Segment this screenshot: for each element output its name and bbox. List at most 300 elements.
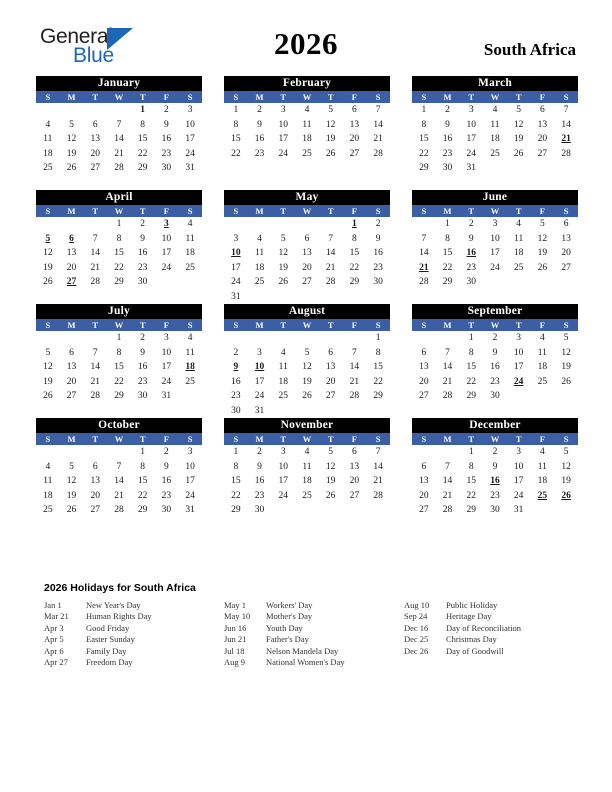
day-cell[interactable]: 4 [280, 347, 286, 358]
day-cell[interactable]: 3 [280, 447, 286, 457]
day-cell[interactable]: 2 [233, 347, 239, 358]
day-cell[interactable]: 11 [254, 248, 265, 258]
day-cell[interactable]: 18 [302, 134, 312, 144]
day-cell[interactable]: 1 [233, 447, 239, 457]
day-cell[interactable]: 20 [90, 490, 100, 501]
day-cell[interactable]: 18 [537, 476, 548, 486]
day-cell[interactable]: 28 [442, 391, 453, 401]
day-cell[interactable]: 3 [516, 447, 522, 457]
day-cell[interactable]: 13 [537, 119, 548, 130]
day-cell[interactable]: 15 [231, 134, 241, 144]
day-cell[interactable]: 2 [163, 105, 169, 115]
day-cell[interactable]: 25 [513, 262, 524, 273]
day-cell[interactable]: 31 [231, 291, 241, 302]
day-cell[interactable]: 8 [351, 233, 357, 244]
day-cell[interactable]: 15 [419, 134, 429, 144]
day-cell[interactable]: 30 [490, 505, 500, 515]
day-cell[interactable]: 10 [161, 233, 172, 244]
day-cell[interactable]: 10 [466, 119, 476, 130]
day-cell[interactable]: 8 [233, 461, 239, 472]
day-cell[interactable]: 6 [539, 105, 545, 115]
day-cell[interactable]: 20 [66, 376, 77, 387]
day-cell[interactable]: 9 [140, 233, 146, 244]
day-cell[interactable]: 21 [373, 134, 383, 144]
day-cell[interactable]: 4 [539, 333, 545, 343]
day-cell[interactable]: 18 [513, 248, 524, 258]
day-cell[interactable]: 28 [419, 277, 429, 287]
day-cell[interactable]: 12 [325, 461, 336, 472]
day-cell[interactable]: 29 [442, 277, 453, 287]
day-cell[interactable]: 26 [66, 163, 77, 173]
day-cell[interactable]: 26 [302, 391, 312, 401]
day-cell-holiday[interactable]: 26 [561, 490, 571, 501]
day-cell[interactable]: 18 [537, 362, 548, 372]
day-cell[interactable]: 20 [325, 376, 336, 387]
day-cell[interactable]: 30 [137, 391, 148, 401]
day-cell[interactable]: 16 [137, 248, 148, 258]
day-cell[interactable]: 22 [114, 262, 124, 273]
day-cell[interactable]: 12 [43, 248, 53, 258]
day-cell[interactable]: 24 [231, 277, 241, 287]
day-cell[interactable]: 15 [114, 248, 124, 258]
day-cell[interactable]: 1 [445, 219, 450, 229]
day-cell[interactable]: 16 [137, 362, 148, 372]
day-cell[interactable]: 21 [349, 376, 360, 387]
day-cell[interactable]: 8 [375, 347, 381, 358]
day-cell[interactable]: 1 [116, 219, 122, 229]
day-cell[interactable]: 3 [187, 447, 193, 457]
day-cell[interactable]: 22 [349, 262, 360, 273]
day-cell[interactable]: 18 [278, 376, 288, 387]
day-cell-holiday[interactable]: 6 [69, 233, 74, 244]
day-cell[interactable]: 16 [254, 476, 265, 486]
day-cell[interactable]: 7 [563, 105, 569, 115]
day-cell[interactable]: 6 [304, 233, 310, 244]
day-cell[interactable]: 27 [349, 490, 360, 501]
day-cell[interactable]: 12 [43, 362, 53, 372]
day-cell[interactable]: 17 [278, 476, 288, 486]
day-cell[interactable]: 25 [490, 148, 500, 159]
day-cell[interactable]: 24 [490, 262, 500, 273]
day-cell[interactable]: 7 [375, 105, 381, 115]
day-cell[interactable]: 25 [185, 262, 195, 273]
day-cell[interactable]: 23 [490, 490, 500, 501]
day-cell[interactable]: 11 [185, 233, 195, 244]
day-cell[interactable]: 30 [254, 505, 265, 515]
day-cell[interactable]: 29 [419, 163, 429, 173]
day-cell[interactable]: 14 [325, 248, 336, 258]
day-cell[interactable]: 1 [468, 447, 474, 457]
day-cell[interactable]: 20 [66, 262, 77, 273]
day-cell[interactable]: 8 [468, 461, 474, 472]
day-cell[interactable]: 12 [537, 233, 548, 244]
day-cell-holiday[interactable]: 1 [140, 105, 146, 115]
day-cell[interactable]: 7 [351, 347, 357, 358]
day-cell[interactable]: 7 [328, 233, 334, 244]
day-cell[interactable]: 29 [114, 277, 124, 287]
day-cell[interactable]: 28 [114, 505, 124, 515]
day-cell[interactable]: 8 [140, 461, 146, 472]
day-cell[interactable]: 24 [466, 148, 476, 159]
day-cell[interactable]: 19 [278, 262, 288, 273]
day-cell[interactable]: 24 [254, 391, 265, 401]
day-cell[interactable]: 13 [349, 461, 360, 472]
day-cell[interactable]: 12 [302, 362, 312, 372]
day-cell[interactable]: 3 [280, 105, 286, 115]
day-cell[interactable]: 6 [421, 347, 427, 358]
day-cell[interactable]: 2 [140, 219, 146, 229]
day-cell[interactable]: 7 [116, 461, 122, 472]
day-cell[interactable]: 26 [325, 148, 336, 159]
day-cell[interactable]: 18 [254, 262, 265, 273]
day-cell[interactable]: 26 [43, 277, 53, 287]
day-cell[interactable]: 27 [302, 277, 312, 287]
day-cell[interactable]: 9 [140, 347, 146, 358]
day-cell[interactable]: 9 [468, 233, 474, 244]
day-cell[interactable]: 19 [561, 476, 571, 486]
day-cell[interactable]: 5 [69, 461, 74, 472]
day-cell[interactable]: 24 [513, 490, 524, 501]
day-cell[interactable]: 31 [185, 505, 195, 515]
day-cell[interactable]: 23 [254, 148, 265, 159]
day-cell[interactable]: 22 [231, 148, 241, 159]
day-cell[interactable]: 11 [302, 461, 312, 472]
day-cell[interactable]: 6 [563, 219, 569, 229]
day-cell[interactable]: 4 [45, 461, 51, 472]
day-cell[interactable]: 4 [304, 447, 310, 457]
day-cell[interactable]: 3 [492, 219, 498, 229]
day-cell[interactable]: 5 [539, 219, 545, 229]
day-cell[interactable]: 4 [187, 333, 193, 343]
day-cell[interactable]: 27 [325, 391, 336, 401]
day-cell[interactable]: 22 [137, 490, 148, 501]
day-cell[interactable]: 3 [233, 233, 239, 244]
day-cell[interactable]: 31 [161, 391, 172, 401]
day-cell[interactable]: 12 [561, 461, 571, 472]
day-cell[interactable]: 29 [114, 391, 124, 401]
day-cell[interactable]: 16 [161, 476, 172, 486]
day-cell[interactable]: 13 [419, 362, 429, 372]
day-cell[interactable]: 29 [466, 391, 476, 401]
day-cell[interactable]: 27 [349, 148, 360, 159]
day-cell[interactable]: 12 [66, 134, 77, 144]
day-cell[interactable]: 12 [325, 119, 336, 130]
day-cell[interactable]: 23 [137, 376, 148, 387]
day-cell[interactable]: 19 [325, 134, 336, 144]
day-cell[interactable]: 28 [325, 277, 336, 287]
day-cell[interactable]: 27 [419, 391, 429, 401]
day-cell[interactable]: 2 [375, 219, 381, 229]
day-cell[interactable]: 10 [278, 461, 288, 472]
day-cell[interactable]: 22 [466, 376, 476, 387]
day-cell[interactable]: 9 [492, 347, 498, 358]
day-cell[interactable]: 2 [468, 219, 474, 229]
day-cell[interactable]: 28 [442, 505, 453, 515]
day-cell[interactable]: 23 [231, 391, 241, 401]
day-cell[interactable]: 3 [468, 105, 474, 115]
day-cell[interactable]: 17 [513, 476, 524, 486]
day-cell[interactable]: 5 [563, 447, 569, 457]
day-cell[interactable]: 20 [419, 490, 429, 501]
day-cell[interactable]: 7 [92, 233, 98, 244]
day-cell[interactable]: 8 [140, 119, 146, 130]
day-cell[interactable]: 1 [140, 447, 146, 457]
day-cell-holiday[interactable]: 3 [163, 219, 169, 229]
day-cell[interactable]: 13 [90, 476, 100, 486]
day-cell[interactable]: 8 [468, 347, 474, 358]
day-cell[interactable]: 4 [45, 119, 51, 130]
day-cell[interactable]: 6 [421, 461, 427, 472]
day-cell[interactable]: 22 [137, 148, 148, 159]
day-cell-holiday[interactable]: 21 [419, 262, 429, 273]
day-cell[interactable]: 9 [492, 461, 498, 472]
day-cell[interactable]: 9 [257, 461, 262, 472]
day-cell[interactable]: 12 [66, 476, 77, 486]
day-cell[interactable]: 29 [373, 391, 383, 401]
day-cell[interactable]: 16 [254, 134, 265, 144]
day-cell[interactable]: 30 [490, 391, 500, 401]
day-cell[interactable]: 21 [90, 376, 100, 387]
day-cell[interactable]: 25 [537, 376, 548, 387]
day-cell[interactable]: 8 [445, 233, 450, 244]
day-cell[interactable]: 22 [442, 262, 453, 273]
day-cell[interactable]: 26 [561, 376, 571, 387]
day-cell[interactable]: 28 [114, 163, 124, 173]
day-cell[interactable]: 21 [373, 476, 383, 486]
day-cell[interactable]: 4 [187, 219, 193, 229]
day-cell[interactable]: 29 [137, 163, 148, 173]
day-cell[interactable]: 13 [66, 248, 77, 258]
day-cell[interactable]: 9 [257, 119, 262, 130]
day-cell[interactable]: 6 [351, 105, 357, 115]
day-cell[interactable]: 8 [421, 119, 427, 130]
day-cell[interactable]: 12 [561, 347, 571, 358]
day-cell[interactable]: 27 [90, 163, 100, 173]
day-cell[interactable]: 28 [90, 277, 100, 287]
day-cell[interactable]: 19 [513, 134, 524, 144]
day-cell[interactable]: 23 [161, 148, 172, 159]
day-cell[interactable]: 30 [137, 277, 148, 287]
day-cell[interactable]: 31 [254, 405, 265, 416]
day-cell[interactable]: 3 [257, 347, 262, 358]
day-cell[interactable]: 19 [537, 248, 548, 258]
day-cell[interactable]: 19 [66, 490, 77, 501]
day-cell[interactable]: 24 [278, 148, 288, 159]
day-cell[interactable]: 11 [302, 119, 312, 130]
day-cell[interactable]: 29 [349, 277, 360, 287]
day-cell[interactable]: 2 [445, 105, 450, 115]
day-cell-holiday[interactable]: 27 [66, 277, 77, 287]
day-cell[interactable]: 6 [92, 461, 98, 472]
day-cell-holiday[interactable]: 16 [466, 248, 476, 258]
day-cell[interactable]: 17 [466, 134, 476, 144]
day-cell-holiday[interactable]: 1 [351, 219, 357, 229]
day-cell[interactable]: 15 [114, 362, 124, 372]
day-cell[interactable]: 7 [375, 447, 381, 457]
day-cell[interactable]: 25 [254, 277, 265, 287]
day-cell[interactable]: 4 [257, 233, 262, 244]
day-cell[interactable]: 19 [302, 376, 312, 387]
day-cell-holiday[interactable]: 21 [561, 134, 571, 144]
day-cell[interactable]: 6 [351, 447, 357, 457]
day-cell[interactable]: 26 [43, 391, 53, 401]
day-cell[interactable]: 1 [468, 333, 474, 343]
day-cell[interactable]: 11 [43, 476, 53, 486]
day-cell[interactable]: 9 [375, 233, 381, 244]
day-cell[interactable]: 14 [90, 362, 100, 372]
day-cell[interactable]: 21 [114, 148, 124, 159]
day-cell[interactable]: 3 [163, 333, 169, 343]
day-cell[interactable]: 6 [92, 119, 98, 130]
day-cell[interactable]: 7 [92, 347, 98, 358]
day-cell[interactable]: 25 [43, 163, 53, 173]
day-cell[interactable]: 16 [442, 134, 453, 144]
day-cell[interactable]: 9 [163, 119, 169, 130]
day-cell[interactable]: 22 [231, 490, 241, 501]
day-cell[interactable]: 17 [490, 248, 500, 258]
day-cell[interactable]: 17 [161, 362, 172, 372]
day-cell[interactable]: 30 [373, 277, 383, 287]
day-cell[interactable]: 15 [373, 362, 383, 372]
day-cell[interactable]: 2 [257, 105, 262, 115]
day-cell[interactable]: 28 [349, 391, 360, 401]
day-cell-holiday[interactable]: 24 [513, 376, 524, 387]
day-cell[interactable]: 5 [69, 119, 74, 130]
day-cell[interactable]: 5 [563, 333, 569, 343]
day-cell[interactable]: 26 [537, 262, 548, 273]
day-cell[interactable]: 28 [373, 490, 383, 501]
day-cell[interactable]: 12 [513, 119, 524, 130]
day-cell-holiday[interactable]: 10 [231, 248, 241, 258]
day-cell[interactable]: 23 [373, 262, 383, 273]
day-cell[interactable]: 26 [513, 148, 524, 159]
day-cell[interactable]: 27 [66, 391, 77, 401]
day-cell[interactable]: 25 [302, 490, 312, 501]
day-cell[interactable]: 21 [114, 490, 124, 501]
day-cell[interactable]: 2 [257, 447, 262, 457]
day-cell[interactable]: 7 [445, 461, 450, 472]
day-cell[interactable]: 27 [561, 262, 571, 273]
day-cell[interactable]: 10 [185, 119, 195, 130]
day-cell[interactable]: 6 [328, 347, 334, 358]
day-cell[interactable]: 10 [161, 347, 172, 358]
day-cell[interactable]: 13 [66, 362, 77, 372]
day-cell[interactable]: 29 [231, 505, 241, 515]
day-cell[interactable]: 2 [163, 447, 169, 457]
day-cell[interactable]: 18 [43, 490, 53, 501]
day-cell[interactable]: 23 [161, 490, 172, 501]
day-cell[interactable]: 20 [419, 376, 429, 387]
day-cell[interactable]: 18 [185, 248, 195, 258]
day-cell-holiday[interactable]: 5 [45, 233, 51, 244]
day-cell[interactable]: 16 [490, 362, 500, 372]
day-cell[interactable]: 14 [90, 248, 100, 258]
day-cell[interactable]: 16 [373, 248, 383, 258]
day-cell[interactable]: 25 [302, 148, 312, 159]
day-cell[interactable]: 7 [445, 347, 450, 358]
day-cell[interactable]: 3 [187, 105, 193, 115]
day-cell-holiday[interactable]: 9 [233, 362, 239, 372]
day-cell[interactable]: 4 [516, 219, 522, 229]
day-cell[interactable]: 10 [513, 461, 524, 472]
day-cell[interactable]: 24 [161, 376, 172, 387]
day-cell[interactable]: 16 [161, 134, 172, 144]
day-cell[interactable]: 24 [161, 262, 172, 273]
day-cell[interactable]: 28 [373, 148, 383, 159]
day-cell[interactable]: 23 [490, 376, 500, 387]
day-cell[interactable]: 5 [304, 347, 310, 358]
day-cell[interactable]: 25 [278, 391, 288, 401]
day-cell[interactable]: 18 [43, 148, 53, 159]
day-cell[interactable]: 14 [561, 119, 571, 130]
day-cell[interactable]: 19 [43, 262, 53, 273]
day-cell[interactable]: 25 [185, 376, 195, 387]
day-cell[interactable]: 13 [419, 476, 429, 486]
day-cell[interactable]: 10 [185, 461, 195, 472]
day-cell[interactable]: 15 [137, 476, 148, 486]
day-cell[interactable]: 20 [349, 476, 360, 486]
day-cell[interactable]: 24 [185, 490, 195, 501]
day-cell[interactable]: 27 [419, 505, 429, 515]
day-cell[interactable]: 20 [537, 134, 548, 144]
day-cell[interactable]: 14 [114, 134, 124, 144]
day-cell[interactable]: 19 [561, 362, 571, 372]
day-cell[interactable]: 11 [537, 347, 547, 358]
day-cell[interactable]: 30 [161, 163, 172, 173]
day-cell-holiday[interactable]: 25 [537, 490, 548, 501]
day-cell[interactable]: 17 [278, 134, 288, 144]
day-cell[interactable]: 15 [231, 476, 241, 486]
day-cell[interactable]: 15 [137, 134, 148, 144]
day-cell[interactable]: 28 [90, 391, 100, 401]
day-cell[interactable]: 26 [66, 505, 77, 515]
day-cell[interactable]: 23 [442, 148, 453, 159]
day-cell[interactable]: 31 [513, 505, 524, 515]
day-cell[interactable]: 13 [302, 248, 312, 258]
day-cell[interactable]: 21 [90, 262, 100, 273]
day-cell[interactable]: 8 [116, 347, 122, 358]
day-cell[interactable]: 20 [349, 134, 360, 144]
day-cell[interactable]: 2 [492, 333, 498, 343]
day-cell[interactable]: 2 [492, 447, 498, 457]
day-cell[interactable]: 23 [137, 262, 148, 273]
day-cell[interactable]: 30 [231, 405, 241, 416]
day-cell[interactable]: 20 [302, 262, 312, 273]
day-cell[interactable]: 17 [161, 248, 172, 258]
day-cell[interactable]: 22 [419, 148, 429, 159]
day-cell[interactable]: 21 [442, 376, 453, 387]
day-cell[interactable]: 23 [254, 490, 265, 501]
day-cell[interactable]: 17 [185, 476, 195, 486]
day-cell[interactable]: 5 [45, 347, 51, 358]
day-cell[interactable]: 26 [325, 490, 336, 501]
day-cell-holiday[interactable]: 10 [254, 362, 265, 372]
day-cell[interactable]: 14 [373, 461, 383, 472]
day-cell[interactable]: 19 [43, 376, 53, 387]
day-cell[interactable]: 1 [421, 105, 427, 115]
day-cell[interactable]: 11 [278, 362, 288, 372]
day-cell[interactable]: 6 [69, 347, 74, 358]
day-cell[interactable]: 5 [280, 233, 286, 244]
day-cell[interactable]: 19 [325, 476, 336, 486]
day-cell[interactable]: 8 [116, 233, 122, 244]
day-cell[interactable]: 15 [466, 476, 476, 486]
day-cell[interactable]: 1 [116, 333, 122, 343]
day-cell[interactable]: 17 [231, 262, 241, 273]
day-cell[interactable]: 12 [278, 248, 288, 258]
day-cell[interactable]: 21 [442, 490, 453, 501]
day-cell[interactable]: 29 [137, 505, 148, 515]
